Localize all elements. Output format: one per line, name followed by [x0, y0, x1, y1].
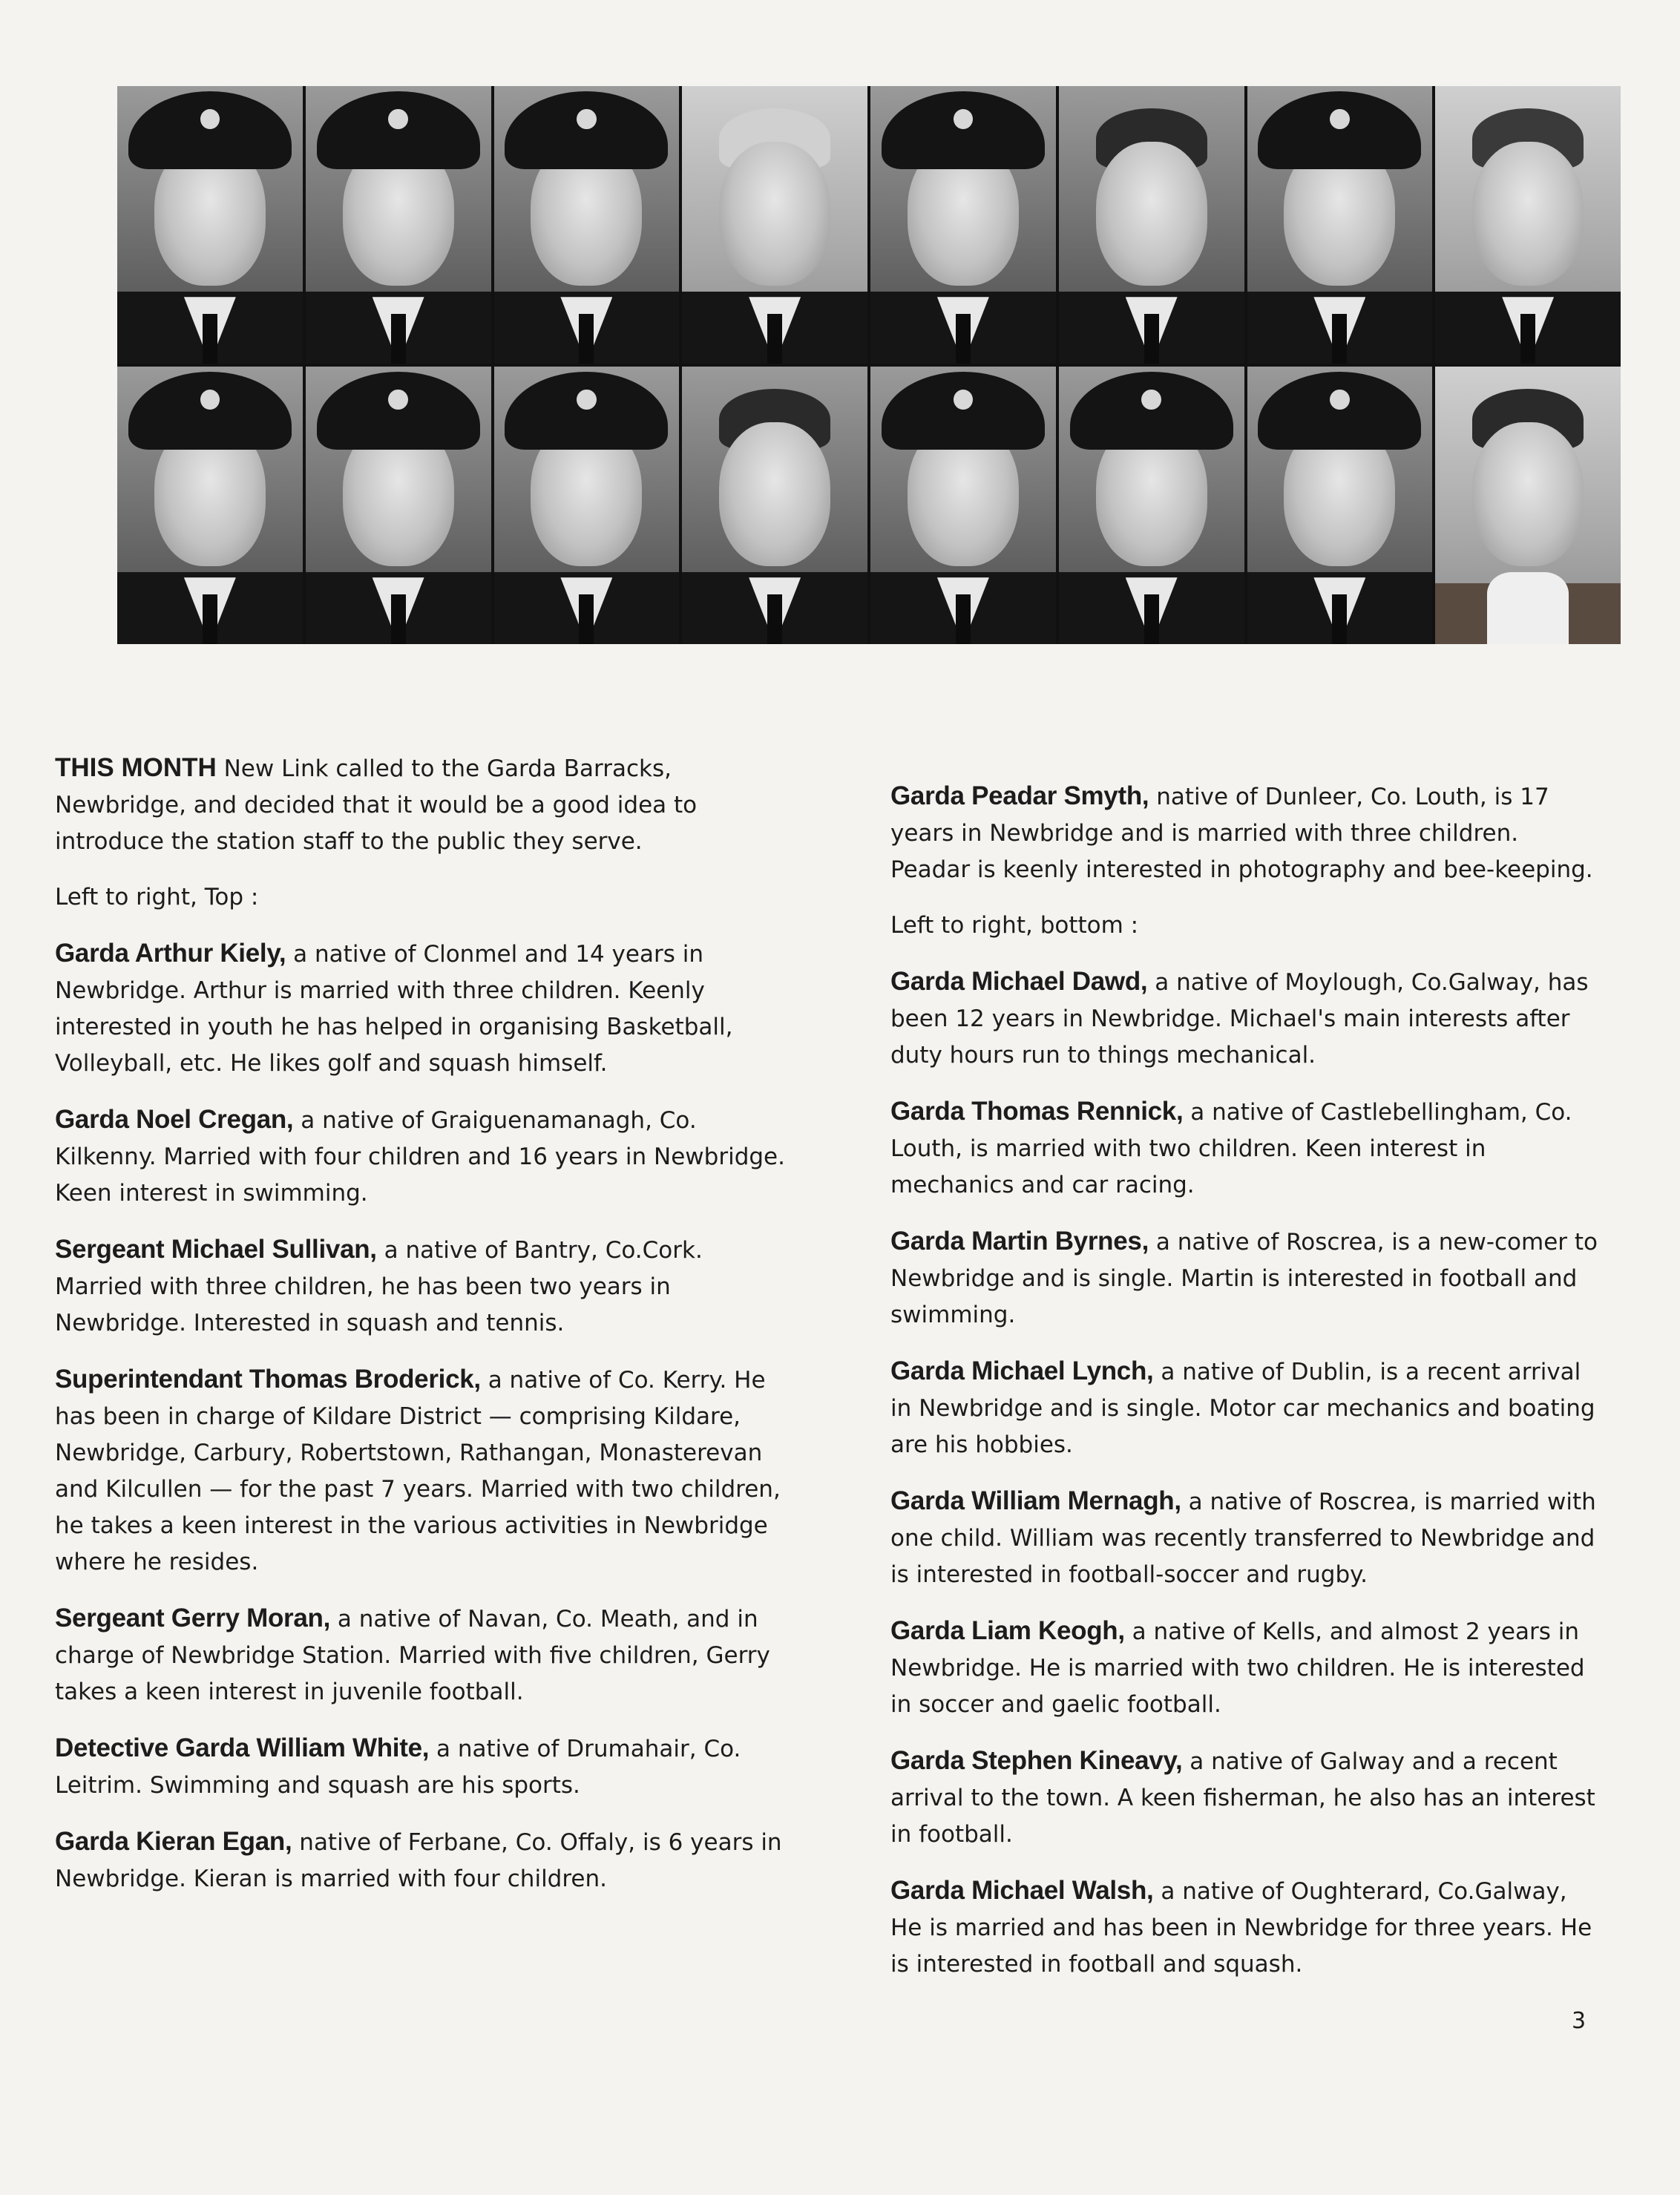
portrait-william-mernagh: [870, 367, 1056, 644]
left-column: [55, 749, 797, 1917]
intro-text: New Link called to the Garda Barracks, Newbridge, and decided that it would be a good idea to introduce the station staff to the public they serve.: [55, 755, 698, 855]
portrait-gerry-moran: [870, 86, 1056, 364]
bio-text: a native of Moylough, Co.Galway, has been 12 years in Newbridge. Michael's main interests after duty hours run to things mechanical.: [890, 969, 1589, 1069]
bio-text: native of Dunleer, Co. Louth, is 17 years in Newbridge and is married with three children. Peadar is keenly interested in photography and bee-keeping.: [890, 784, 1593, 883]
bio-name: Sergeant Gerry Moran,: [55, 1604, 331, 1633]
portrait-michael-dawd: [117, 367, 303, 644]
bio-thomas-rennick: [890, 1093, 1603, 1204]
portrait-liam-keogh: [1059, 367, 1244, 644]
portrait-peadar-smyth: [1435, 86, 1621, 364]
portrait-michael-sullivan: [494, 86, 680, 364]
bio-gerry-moran: [55, 1600, 797, 1710]
bio-michael-sullivan: [55, 1231, 797, 1342]
bio-kieran-egan: [55, 1823, 797, 1897]
bio-name: Superintendant Thomas Broderick,: [55, 1365, 481, 1394]
bottom-row-label: Left to right, bottom :: [890, 912, 1139, 939]
page-number: 3: [1572, 2008, 1587, 2034]
bio-name: Garda William Mernagh,: [890, 1486, 1181, 1515]
bio-name: Garda Peadar Smyth,: [890, 781, 1149, 810]
bio-text: a native of Oughterard, Co.Galway, He is married and has been in Newbridge for three years. He is interested in football and squash.: [890, 1878, 1592, 1978]
bio-text: a native of Navan, Co. Meath, and in charge of Newbridge Station. Married with five children, Gerry takes a keen interest in juvenile football.: [55, 1606, 770, 1705]
bio-text: a native of Dublin, is a recent arrival in Newbridge and is single. Motor car mechanics and boating are his hobbies.: [890, 1359, 1595, 1458]
bio-name: Garda Michael Walsh,: [890, 1876, 1154, 1905]
portrait-arthur-kiely: [117, 86, 303, 364]
portrait-william-white: [1059, 86, 1244, 364]
portrait-kieran-egan: [1247, 86, 1433, 364]
bio-michael-walsh: [890, 1872, 1603, 1983]
portrait-noel-cregan: [306, 86, 491, 364]
bio-text: native of Ferbane, Co. Offaly, is 6 years in Newbridge. Kieran is married with four children.: [55, 1829, 782, 1892]
bio-text: a native of Roscrea, is married with one child. William was recently transferred to Newbridge and is interested in football-soccer and rugby.: [890, 1489, 1596, 1588]
bio-text: a native of Castlebellingham, Co. Louth, is married with two children. Keen interest in mechanics and car racing.: [890, 1099, 1572, 1198]
bio-text: a native of Galway and a recent arrival to the town. A keen fisherman, he also has an interest in football.: [890, 1748, 1595, 1848]
bio-text: a native of Kells, and almost 2 years in Newbridge. He is married with two children. He is interested in soccer and gaelic football.: [890, 1618, 1585, 1718]
bio-michael-lynch: [890, 1353, 1603, 1463]
bio-stephen-kineavy: [890, 1742, 1603, 1853]
top-row-label: Left to right, Top :: [55, 884, 259, 911]
portrait-martin-byrnes: [494, 367, 680, 644]
bio-name: Garda Michael Lynch,: [890, 1356, 1154, 1385]
bio-noel-cregan: [55, 1101, 797, 1212]
bio-name: Garda Arthur Kiely,: [55, 939, 286, 968]
intro-lead: THIS MONTH: [55, 753, 217, 782]
bio-name: Garda Kieran Egan,: [55, 1827, 292, 1856]
bio-name: Garda Noel Cregan,: [55, 1105, 294, 1134]
portrait-stephen-kineavy: [1247, 367, 1433, 644]
bio-michael-dawd: [890, 963, 1603, 1074]
bio-arthur-kiely: [55, 935, 797, 1082]
bio-martin-byrnes: [890, 1223, 1603, 1333]
portrait-thomas-broderick: [682, 86, 867, 364]
portrait-michael-walsh: [1435, 367, 1621, 644]
bio-text: a native of Drumahair, Co. Leitrim. Swimming and squash are his sports.: [55, 1736, 741, 1799]
bio-text: a native of Roscrea, is a new-comer to Newbridge and is single. Martin is interested in football and swimming.: [890, 1229, 1598, 1328]
bio-text: a native of Graiguenamanagh, Co. Kilkenny. Married with four children and 16 years in Newbridge. Keen interest in swimming.: [55, 1107, 785, 1207]
intro-paragraph: [55, 749, 797, 860]
bio-name: Garda Thomas Rennick,: [890, 1097, 1184, 1126]
bio-thomas-broderick: [55, 1361, 797, 1581]
bio-william-white: [55, 1730, 797, 1804]
bio-text: a native of Clonmel and 14 years in Newbridge. Arthur is married with three children. Keenly interested in youth he has helped in organising Basketball, Volleyball, etc. He likes golf and squash himself.: [55, 941, 733, 1077]
right-column: [890, 778, 1603, 2002]
bio-name: Garda Michael Dawd,: [890, 967, 1148, 996]
bio-william-mernagh: [890, 1483, 1603, 1593]
portrait-michael-lynch: [682, 367, 867, 644]
bio-name: Detective Garda William White,: [55, 1733, 430, 1762]
bio-name: Garda Liam Keogh,: [890, 1616, 1125, 1645]
bio-name: Garda Martin Byrnes,: [890, 1227, 1149, 1256]
portrait-thomas-rennick: [306, 367, 491, 644]
bio-text: a native of Bantry, Co.Cork. Married with three children, he has been two years in Newbridge. Interested in squash and tennis.: [55, 1237, 703, 1336]
staff-photo-grid: [117, 86, 1621, 644]
bio-text: a native of Co. Kerry. He has been in charge of Kildare District — comprising Kildare, Newbridge, Carbury, Robertstown, Rathangan, Monasterevan and Kilcullen — for the past 7 years. Married with two children, he takes a keen interest in the various activities in Newbridge where he resides.: [55, 1367, 781, 1575]
bio-name: Garda Stephen Kineavy,: [890, 1746, 1183, 1775]
bio-liam-keogh: [890, 1612, 1603, 1723]
bio-name: Sergeant Michael Sullivan,: [55, 1235, 377, 1264]
bio-peadar-smyth: [890, 778, 1603, 888]
